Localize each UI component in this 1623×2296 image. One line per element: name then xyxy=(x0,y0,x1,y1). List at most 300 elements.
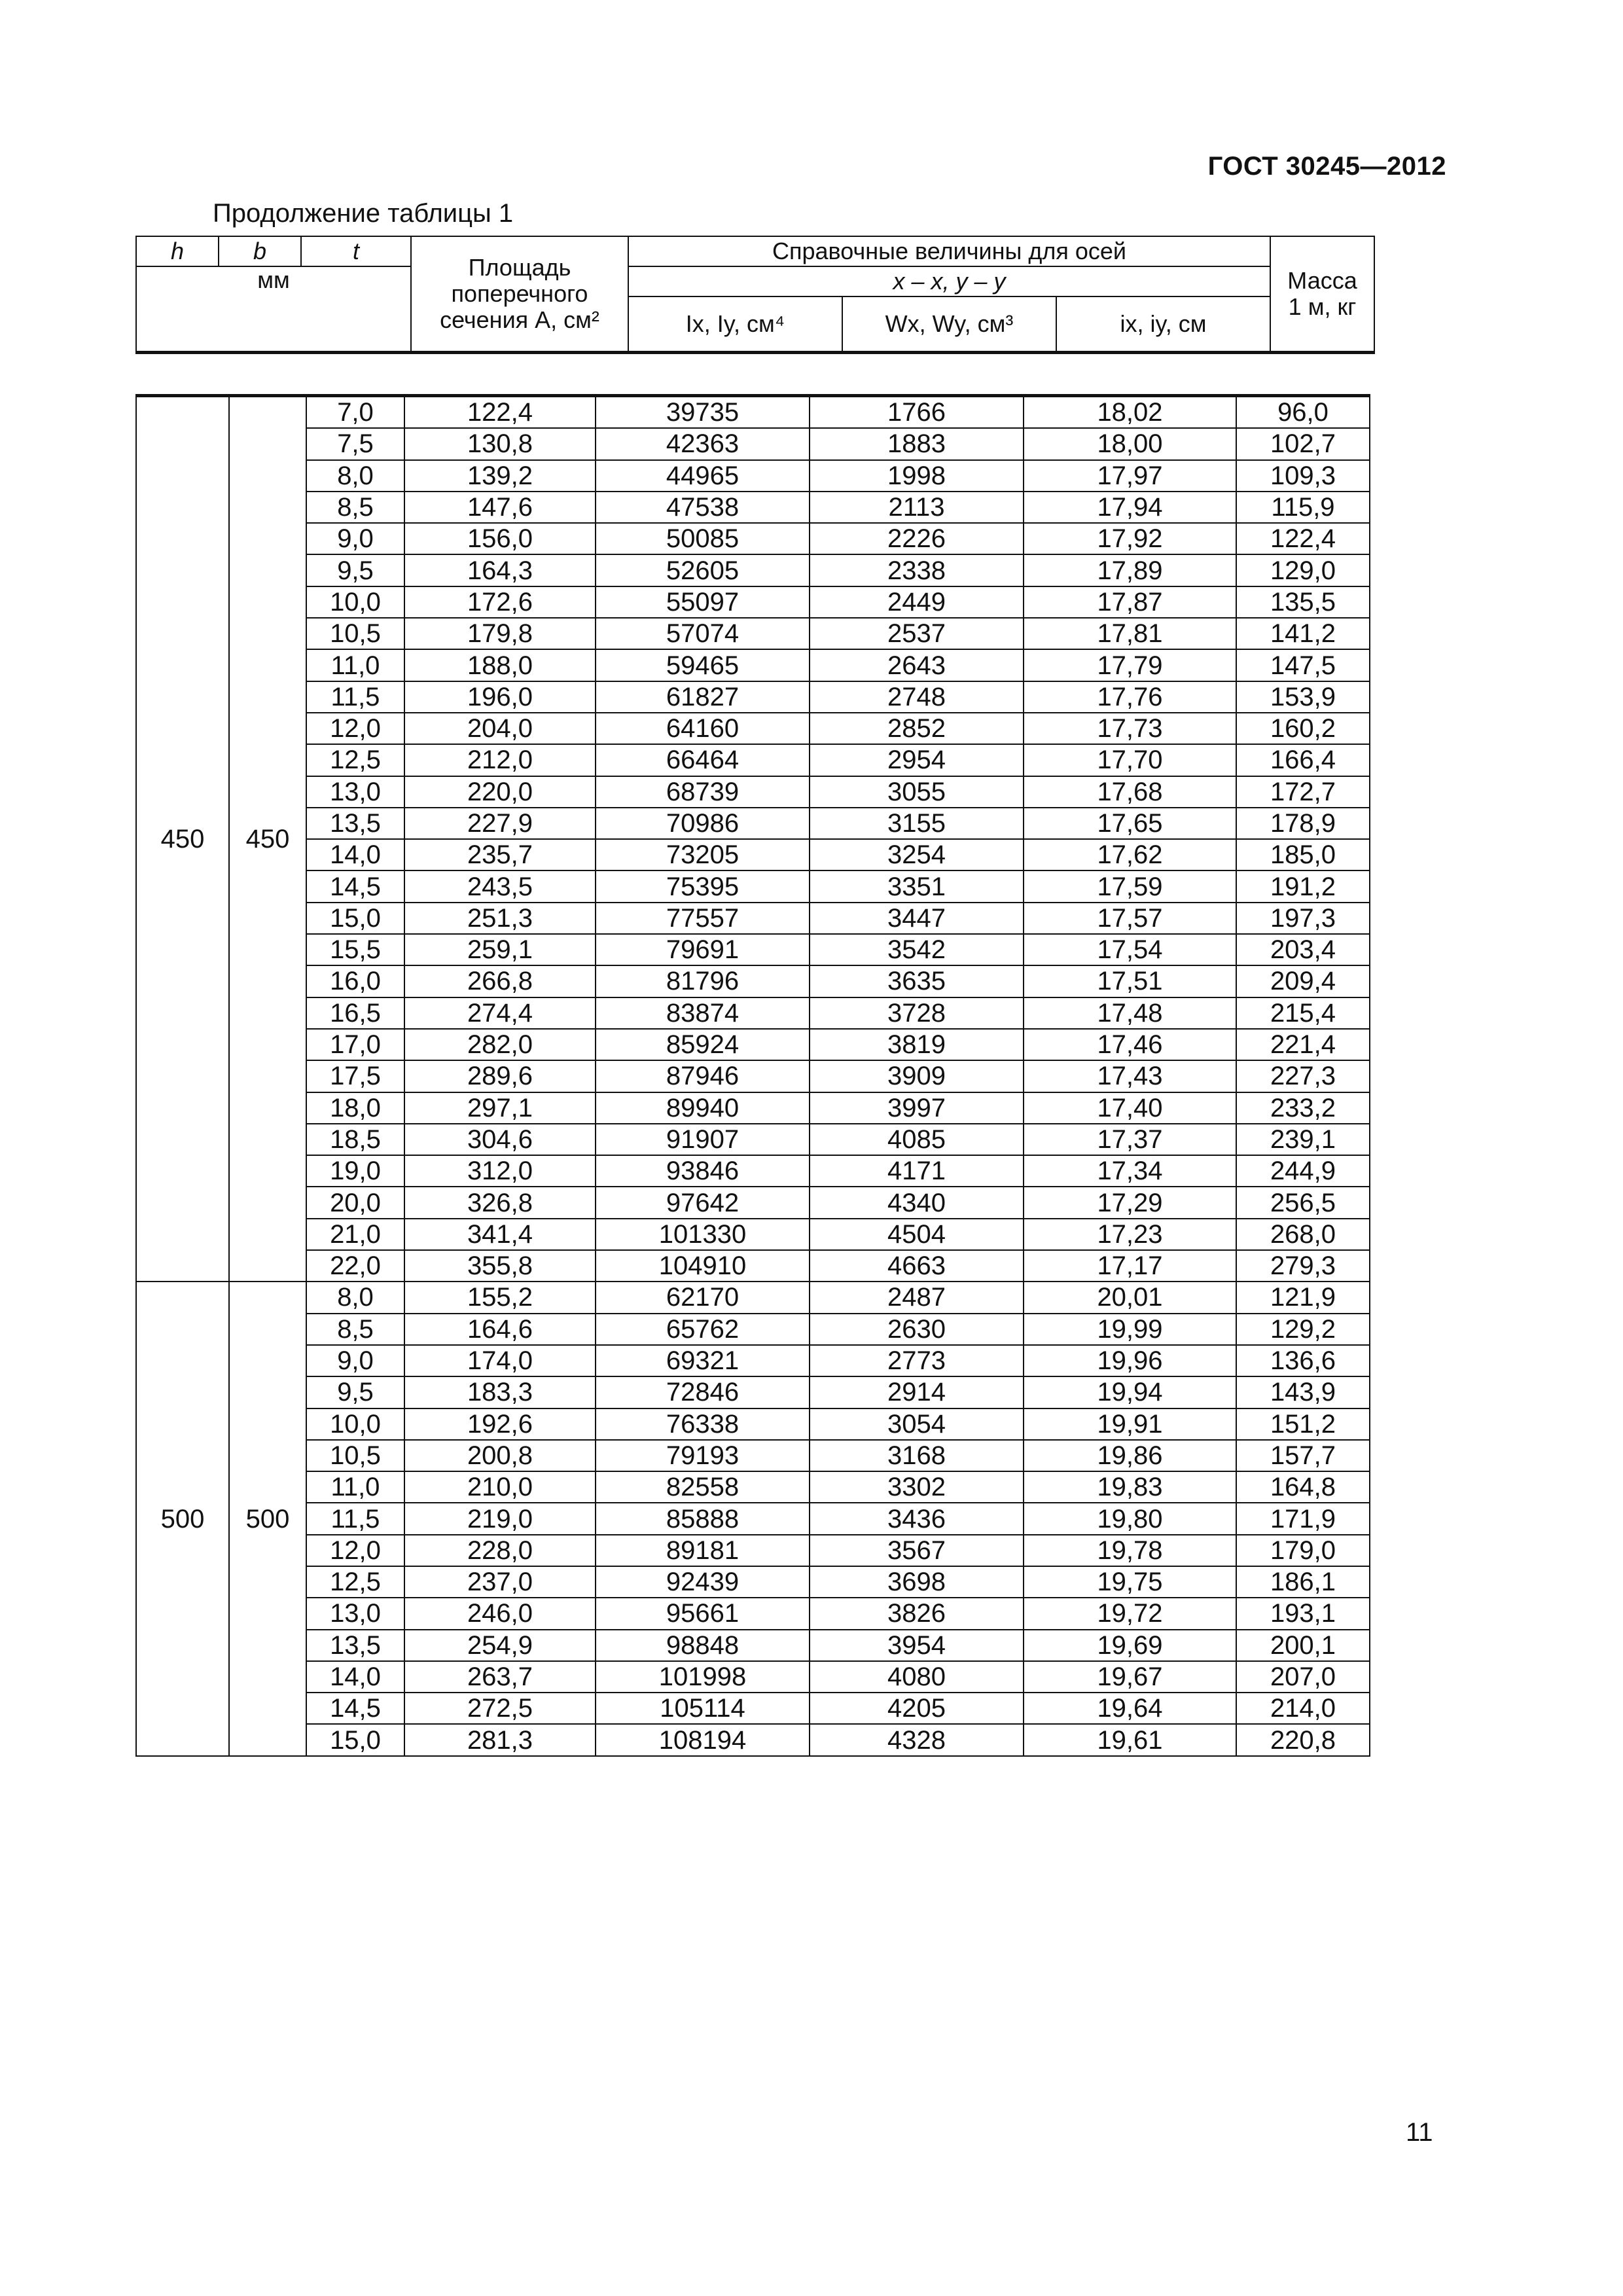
cell-area: 266,8 xyxy=(404,965,596,997)
cell-wx: 4171 xyxy=(810,1155,1024,1187)
cell-radius: 19,80 xyxy=(1024,1503,1236,1534)
cell-wx: 2773 xyxy=(810,1345,1024,1376)
cell-wx: 4205 xyxy=(810,1693,1024,1724)
cell-ix: 69321 xyxy=(596,1345,810,1376)
table-row xyxy=(136,1029,1370,1060)
cell-wx: 3055 xyxy=(810,776,1024,808)
cell-radius: 17,76 xyxy=(1024,681,1236,713)
cell-area: 188,0 xyxy=(404,649,596,681)
cell-t: 15,0 xyxy=(306,903,404,934)
cell-wx: 3728 xyxy=(810,997,1024,1029)
table-row xyxy=(136,839,1370,870)
cell-wx: 3155 xyxy=(810,808,1024,839)
cell-mass: 115,9 xyxy=(1236,492,1370,523)
table-row xyxy=(136,1693,1370,1724)
cell-t: 11,0 xyxy=(306,649,404,681)
cell-area: 164,6 xyxy=(404,1314,596,1345)
cell-radius: 17,43 xyxy=(1024,1060,1236,1092)
document-id: ГОСТ 30245—2012 xyxy=(1207,152,1446,181)
cell-t: 10,5 xyxy=(306,618,404,649)
table-row xyxy=(136,586,1370,618)
cell-radius: 17,46 xyxy=(1024,1029,1236,1060)
cell-mass: 136,6 xyxy=(1236,1345,1370,1376)
cell-area: 155,2 xyxy=(404,1282,596,1313)
cell-ix: 89940 xyxy=(596,1092,810,1124)
cell-ix: 73205 xyxy=(596,839,810,870)
cell-wx: 3436 xyxy=(810,1503,1024,1534)
group-b: 500 xyxy=(229,1282,306,1755)
cell-wx: 1883 xyxy=(810,428,1024,459)
table-row xyxy=(136,428,1370,459)
cell-ix: 42363 xyxy=(596,428,810,459)
cell-wx: 2914 xyxy=(810,1376,1024,1408)
header-axes: x – x, y – y xyxy=(628,266,1270,296)
table-row xyxy=(136,523,1370,554)
cell-wx: 2630 xyxy=(810,1314,1024,1345)
cell-radius: 20,01 xyxy=(1024,1282,1236,1313)
cell-area: 254,9 xyxy=(404,1630,596,1661)
cell-wx: 2748 xyxy=(810,681,1024,713)
cell-mass: 200,1 xyxy=(1236,1630,1370,1661)
cell-area: 130,8 xyxy=(404,428,596,459)
cell-area: 227,9 xyxy=(404,808,596,839)
cell-wx: 3635 xyxy=(810,965,1024,997)
cell-t: 11,5 xyxy=(306,1503,404,1534)
cell-radius: 17,73 xyxy=(1024,713,1236,744)
cell-mass: 227,3 xyxy=(1236,1060,1370,1092)
cell-wx: 3302 xyxy=(810,1471,1024,1503)
cell-t: 12,0 xyxy=(306,713,404,744)
cell-mass: 185,0 xyxy=(1236,839,1370,870)
cell-t: 12,5 xyxy=(306,1566,404,1598)
cell-radius: 19,64 xyxy=(1024,1693,1236,1724)
table-row xyxy=(136,1314,1370,1345)
cell-radius: 17,70 xyxy=(1024,744,1236,776)
cell-ix: 83874 xyxy=(596,997,810,1029)
cell-radius: 17,87 xyxy=(1024,586,1236,618)
cell-t: 19,0 xyxy=(306,1155,404,1187)
cell-wx: 3351 xyxy=(810,870,1024,902)
cell-ix: 50085 xyxy=(596,523,810,554)
cell-area: 312,0 xyxy=(404,1155,596,1187)
cell-radius: 19,83 xyxy=(1024,1471,1236,1503)
cell-mass: 209,4 xyxy=(1236,965,1370,997)
cell-wx: 4663 xyxy=(810,1250,1024,1282)
table-row xyxy=(136,776,1370,808)
cell-wx: 4080 xyxy=(810,1661,1024,1693)
cell-area: 289,6 xyxy=(404,1060,596,1092)
cell-ix: 77557 xyxy=(596,903,810,934)
table-row xyxy=(136,1282,1370,1313)
cell-mass: 220,8 xyxy=(1236,1724,1370,1755)
cell-wx: 2338 xyxy=(810,554,1024,586)
cell-ix: 65762 xyxy=(596,1314,810,1345)
cell-t: 13,0 xyxy=(306,776,404,808)
cell-t: 17,5 xyxy=(306,1060,404,1092)
cell-t: 12,0 xyxy=(306,1535,404,1566)
cell-area: 122,4 xyxy=(404,396,596,429)
cell-wx: 3909 xyxy=(810,1060,1024,1092)
cell-ix: 52605 xyxy=(596,554,810,586)
cell-area: 263,7 xyxy=(404,1661,596,1693)
cell-area: 304,6 xyxy=(404,1124,596,1155)
cell-mass: 151,2 xyxy=(1236,1408,1370,1440)
table-row xyxy=(136,1630,1370,1661)
cell-radius: 17,94 xyxy=(1024,492,1236,523)
cell-ix: 82558 xyxy=(596,1471,810,1503)
cell-t: 18,0 xyxy=(306,1092,404,1124)
cell-area: 341,4 xyxy=(404,1219,596,1250)
header-reference-values: Справочные величины для осей xyxy=(628,236,1270,266)
cell-radius: 19,86 xyxy=(1024,1440,1236,1471)
cell-radius: 19,75 xyxy=(1024,1566,1236,1598)
cell-ix: 76338 xyxy=(596,1408,810,1440)
cell-ix: 44965 xyxy=(596,460,810,492)
cell-mass: 121,9 xyxy=(1236,1282,1370,1313)
cell-area: 156,0 xyxy=(404,523,596,554)
cell-ix: 72846 xyxy=(596,1376,810,1408)
cell-mass: 143,9 xyxy=(1236,1376,1370,1408)
cell-mass: 129,0 xyxy=(1236,554,1370,586)
table-row xyxy=(136,681,1370,713)
cell-area: 274,4 xyxy=(404,997,596,1029)
cell-area: 164,3 xyxy=(404,554,596,586)
cell-radius: 19,91 xyxy=(1024,1408,1236,1440)
cell-mass: 102,7 xyxy=(1236,428,1370,459)
cell-mass: 207,0 xyxy=(1236,1661,1370,1693)
cell-area: 228,0 xyxy=(404,1535,596,1566)
cell-t: 13,5 xyxy=(306,808,404,839)
cell-mass: 197,3 xyxy=(1236,903,1370,934)
cell-radius: 17,34 xyxy=(1024,1155,1236,1187)
cell-radius: 17,89 xyxy=(1024,554,1236,586)
cell-radius: 19,78 xyxy=(1024,1535,1236,1566)
cell-ix: 68739 xyxy=(596,776,810,808)
cell-mass: 141,2 xyxy=(1236,618,1370,649)
cell-t: 16,0 xyxy=(306,965,404,997)
cell-t: 14,0 xyxy=(306,1661,404,1693)
cell-t: 11,0 xyxy=(306,1471,404,1503)
cell-radius: 17,79 xyxy=(1024,649,1236,681)
cell-mass: 171,9 xyxy=(1236,1503,1370,1534)
cell-t: 14,5 xyxy=(306,1693,404,1724)
cell-ix: 95661 xyxy=(596,1598,810,1629)
cell-radius: 17,29 xyxy=(1024,1187,1236,1218)
cell-ix: 79691 xyxy=(596,934,810,965)
cell-t: 15,0 xyxy=(306,1724,404,1755)
cell-radius: 17,40 xyxy=(1024,1092,1236,1124)
cell-t: 20,0 xyxy=(306,1187,404,1218)
header-section-modulus: Wx, Wy, см³ xyxy=(842,296,1056,353)
cell-mass: 244,9 xyxy=(1236,1155,1370,1187)
cell-ix: 57074 xyxy=(596,618,810,649)
cell-mass: 157,7 xyxy=(1236,1440,1370,1471)
cell-area: 219,0 xyxy=(404,1503,596,1534)
header-area-line3: сечения A, см² xyxy=(440,306,599,333)
cell-wx: 4328 xyxy=(810,1724,1024,1755)
table-row xyxy=(136,713,1370,744)
cell-radius: 19,69 xyxy=(1024,1630,1236,1661)
cell-radius: 17,17 xyxy=(1024,1250,1236,1282)
cell-t: 8,0 xyxy=(306,1282,404,1313)
table-row xyxy=(136,1408,1370,1440)
cell-t: 21,0 xyxy=(306,1219,404,1250)
table-row xyxy=(136,744,1370,776)
table-row xyxy=(136,903,1370,934)
data-table-body xyxy=(136,396,1370,1756)
cell-t: 17,0 xyxy=(306,1029,404,1060)
cell-wx: 4085 xyxy=(810,1124,1024,1155)
cell-radius: 17,68 xyxy=(1024,776,1236,808)
cell-ix: 104910 xyxy=(596,1250,810,1282)
cell-t: 14,5 xyxy=(306,870,404,902)
cell-ix: 85888 xyxy=(596,1503,810,1534)
cell-radius: 19,61 xyxy=(1024,1724,1236,1755)
cell-ix: 105114 xyxy=(596,1693,810,1724)
cell-wx: 2643 xyxy=(810,649,1024,681)
cell-ix: 81796 xyxy=(596,965,810,997)
cell-radius: 18,00 xyxy=(1024,428,1236,459)
cell-mass: 186,1 xyxy=(1236,1566,1370,1598)
cell-wx: 3254 xyxy=(810,839,1024,870)
table-row xyxy=(136,1250,1370,1282)
group-b: 450 xyxy=(229,396,306,1282)
cell-ix: 101330 xyxy=(596,1219,810,1250)
cell-area: 220,0 xyxy=(404,776,596,808)
cell-radius: 17,97 xyxy=(1024,460,1236,492)
cell-mass: 215,4 xyxy=(1236,997,1370,1029)
table-row xyxy=(136,492,1370,523)
cell-mass: 214,0 xyxy=(1236,1693,1370,1724)
table-row xyxy=(136,1187,1370,1218)
table-row xyxy=(136,1661,1370,1693)
cell-t: 7,0 xyxy=(306,396,404,429)
cell-area: 272,5 xyxy=(404,1693,596,1724)
table-header xyxy=(135,236,1375,354)
cell-radius: 17,59 xyxy=(1024,870,1236,902)
cell-area: 200,8 xyxy=(404,1440,596,1471)
data-table xyxy=(135,394,1370,1757)
cell-wx: 3054 xyxy=(810,1408,1024,1440)
table-row xyxy=(136,649,1370,681)
cell-mass: 129,2 xyxy=(1236,1314,1370,1345)
header-mass-line1: Масса xyxy=(1287,267,1357,294)
cell-mass: 191,2 xyxy=(1236,870,1370,902)
table-row xyxy=(136,870,1370,902)
cell-ix: 62170 xyxy=(596,1282,810,1313)
cell-radius: 19,72 xyxy=(1024,1598,1236,1629)
cell-radius: 17,54 xyxy=(1024,934,1236,965)
cell-wx: 2852 xyxy=(810,713,1024,744)
table-row xyxy=(136,1345,1370,1376)
cell-t: 22,0 xyxy=(306,1250,404,1282)
cell-wx: 2449 xyxy=(810,586,1024,618)
cell-radius: 17,23 xyxy=(1024,1219,1236,1250)
cell-t: 10,0 xyxy=(306,586,404,618)
cell-wx: 3954 xyxy=(810,1630,1024,1661)
cell-area: 282,0 xyxy=(404,1029,596,1060)
cell-area: 237,0 xyxy=(404,1566,596,1598)
cell-mass: 279,3 xyxy=(1236,1250,1370,1282)
cell-mass: 203,4 xyxy=(1236,934,1370,965)
cell-t: 12,5 xyxy=(306,744,404,776)
cell-t: 14,0 xyxy=(306,839,404,870)
table-row xyxy=(136,618,1370,649)
cell-area: 235,7 xyxy=(404,839,596,870)
header-unit-mm: мм xyxy=(136,266,411,353)
cell-t: 9,5 xyxy=(306,554,404,586)
table-row xyxy=(136,1376,1370,1408)
cell-t: 8,0 xyxy=(306,460,404,492)
table-row xyxy=(136,1535,1370,1566)
cell-ix: 59465 xyxy=(596,649,810,681)
cell-t: 10,5 xyxy=(306,1440,404,1471)
cell-area: 147,6 xyxy=(404,492,596,523)
cell-wx: 3447 xyxy=(810,903,1024,934)
cell-ix: 64160 xyxy=(596,713,810,744)
header-t: t xyxy=(301,236,411,266)
cell-area: 139,2 xyxy=(404,460,596,492)
page-number: 11 xyxy=(1406,2118,1433,2147)
cell-radius: 17,48 xyxy=(1024,997,1236,1029)
header-mass-line2: 1 м, кг xyxy=(1288,293,1357,320)
table-row xyxy=(136,1724,1370,1755)
cell-mass: 147,5 xyxy=(1236,649,1370,681)
cell-t: 13,5 xyxy=(306,1630,404,1661)
cell-t: 9,5 xyxy=(306,1376,404,1408)
cell-wx: 2226 xyxy=(810,523,1024,554)
cell-area: 183,3 xyxy=(404,1376,596,1408)
cell-area: 212,0 xyxy=(404,744,596,776)
table-row xyxy=(136,1503,1370,1534)
cell-area: 243,5 xyxy=(404,870,596,902)
cell-wx: 4504 xyxy=(810,1219,1024,1250)
table-row xyxy=(136,965,1370,997)
table-row xyxy=(136,1471,1370,1503)
cell-t: 8,5 xyxy=(306,492,404,523)
header-area-line1: Площадь xyxy=(468,254,571,281)
cell-ix: 92439 xyxy=(596,1566,810,1598)
cell-mass: 268,0 xyxy=(1236,1219,1370,1250)
cell-radius: 17,92 xyxy=(1024,523,1236,554)
cell-mass: 233,2 xyxy=(1236,1092,1370,1124)
cell-radius: 17,65 xyxy=(1024,808,1236,839)
cell-radius: 17,51 xyxy=(1024,965,1236,997)
table-row xyxy=(136,1219,1370,1250)
cell-ix: 70986 xyxy=(596,808,810,839)
cell-ix: 98848 xyxy=(596,1630,810,1661)
cell-mass: 179,0 xyxy=(1236,1535,1370,1566)
cell-radius: 19,94 xyxy=(1024,1376,1236,1408)
cell-area: 196,0 xyxy=(404,681,596,713)
cell-area: 192,6 xyxy=(404,1408,596,1440)
cell-mass: 193,1 xyxy=(1236,1598,1370,1629)
cell-area: 259,1 xyxy=(404,934,596,965)
cell-ix: 79193 xyxy=(596,1440,810,1471)
cell-t: 11,5 xyxy=(306,681,404,713)
cell-wx: 1766 xyxy=(810,396,1024,429)
cell-t: 9,0 xyxy=(306,1345,404,1376)
cell-mass: 172,7 xyxy=(1236,776,1370,808)
table-row xyxy=(136,1566,1370,1598)
cell-wx: 3542 xyxy=(810,934,1024,965)
cell-wx: 4340 xyxy=(810,1187,1024,1218)
cell-t: 18,5 xyxy=(306,1124,404,1155)
table-caption: Продолжение таблицы 1 xyxy=(213,199,514,228)
table-row xyxy=(136,1440,1370,1471)
cell-ix: 101998 xyxy=(596,1661,810,1693)
cell-t: 10,0 xyxy=(306,1408,404,1440)
cell-mass: 166,4 xyxy=(1236,744,1370,776)
header-area xyxy=(411,236,628,353)
cell-wx: 2537 xyxy=(810,618,1024,649)
cell-t: 16,5 xyxy=(306,997,404,1029)
cell-t: 8,5 xyxy=(306,1314,404,1345)
cell-wx: 3997 xyxy=(810,1092,1024,1124)
cell-wx: 3826 xyxy=(810,1598,1024,1629)
header-radius-gyration: ix, iy, см xyxy=(1056,296,1270,353)
cell-ix: 108194 xyxy=(596,1724,810,1755)
cell-area: 326,8 xyxy=(404,1187,596,1218)
cell-mass: 164,8 xyxy=(1236,1471,1370,1503)
table-row xyxy=(136,997,1370,1029)
cell-radius: 17,62 xyxy=(1024,839,1236,870)
cell-radius: 19,96 xyxy=(1024,1345,1236,1376)
table-row xyxy=(136,1124,1370,1155)
table-row xyxy=(136,1598,1370,1629)
cell-area: 281,3 xyxy=(404,1724,596,1755)
table-row xyxy=(136,1155,1370,1187)
group-h: 450 xyxy=(136,396,229,1282)
cell-wx: 2487 xyxy=(810,1282,1024,1313)
cell-area: 204,0 xyxy=(404,713,596,744)
cell-area: 174,0 xyxy=(404,1345,596,1376)
cell-mass: 178,9 xyxy=(1236,808,1370,839)
cell-ix: 47538 xyxy=(596,492,810,523)
cell-area: 297,1 xyxy=(404,1092,596,1124)
table-row xyxy=(136,460,1370,492)
cell-radius: 17,81 xyxy=(1024,618,1236,649)
table-row xyxy=(136,1060,1370,1092)
cell-wx: 1998 xyxy=(810,460,1024,492)
header-mass xyxy=(1270,236,1374,353)
cell-ix: 93846 xyxy=(596,1155,810,1187)
table-row xyxy=(136,934,1370,965)
cell-radius: 19,67 xyxy=(1024,1661,1236,1693)
cell-ix: 66464 xyxy=(596,744,810,776)
header-area-line2: поперечного xyxy=(451,280,588,307)
cell-mass: 239,1 xyxy=(1236,1124,1370,1155)
cell-radius: 18,02 xyxy=(1024,396,1236,429)
cell-radius: 19,99 xyxy=(1024,1314,1236,1345)
cell-mass: 160,2 xyxy=(1236,713,1370,744)
cell-wx: 3698 xyxy=(810,1566,1024,1598)
cell-area: 355,8 xyxy=(404,1250,596,1282)
cell-area: 210,0 xyxy=(404,1471,596,1503)
table-row xyxy=(136,808,1370,839)
cell-area: 172,6 xyxy=(404,586,596,618)
cell-mass: 135,5 xyxy=(1236,586,1370,618)
cell-t: 9,0 xyxy=(306,523,404,554)
cell-ix: 87946 xyxy=(596,1060,810,1092)
cell-wx: 3168 xyxy=(810,1440,1024,1471)
cell-ix: 39735 xyxy=(596,396,810,429)
group-h: 500 xyxy=(136,1282,229,1755)
header-h: h xyxy=(136,236,219,266)
cell-mass: 122,4 xyxy=(1236,523,1370,554)
cell-ix: 85924 xyxy=(596,1029,810,1060)
cell-radius: 17,57 xyxy=(1024,903,1236,934)
